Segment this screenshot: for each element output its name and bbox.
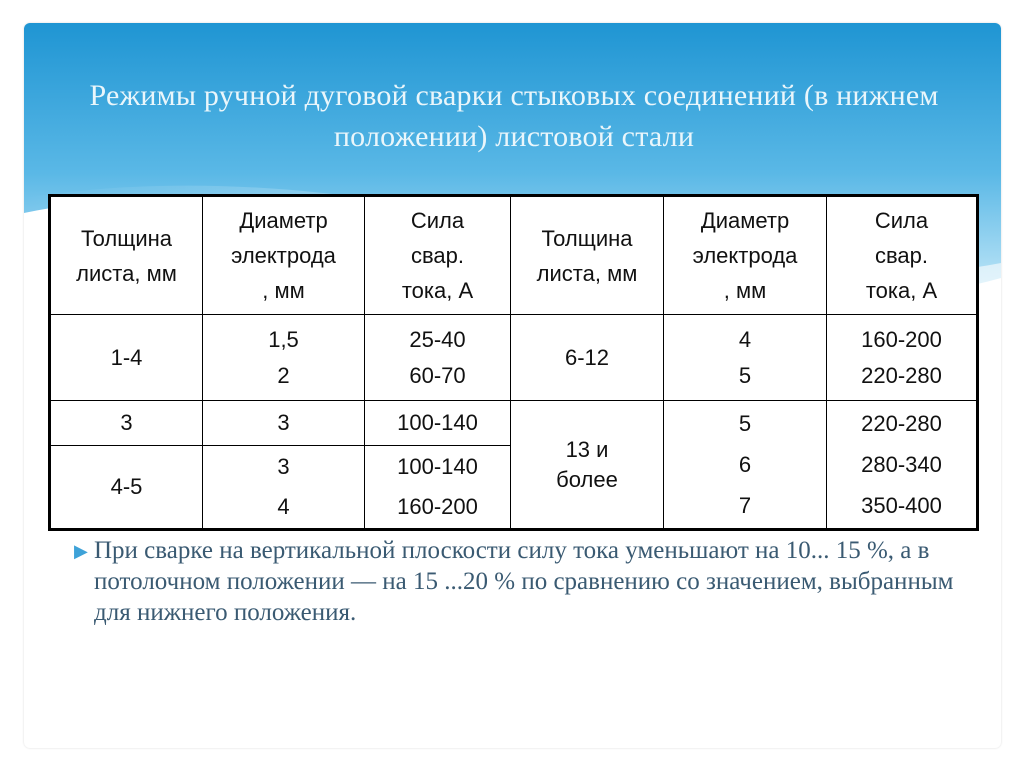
header-diameter-left: Диаметр электрода , мм (203, 196, 365, 315)
note-paragraph (74, 535, 974, 628)
current-cell: 100-140 160-200 (365, 446, 511, 530)
header-thickness-left: Толщина листа, мм (50, 196, 203, 315)
thickness-cell: 4-5 (50, 446, 203, 530)
header-current-right: Сила свар. тока, А (827, 196, 978, 315)
welding-modes-table (48, 194, 979, 531)
current-cell: 25-40 60-70 (365, 315, 511, 401)
thickness-cell: 6-12 (511, 315, 664, 401)
diameter-cell: 3 (203, 401, 365, 446)
slide-title: Режимы ручной дуговой сварки стыковых соединений (в нижнем положении) листовой стали (89, 79, 939, 153)
current-cell: 220-280 280-340 350-400 (827, 401, 978, 530)
header-thickness-right: Толщина листа, мм (511, 196, 664, 315)
slide (24, 23, 1001, 748)
header-diameter-right: Диаметр электрода , мм (664, 196, 827, 315)
thickness-cell: 13 и более (511, 401, 664, 530)
note-text: При сварке на вертикальной плоскости силу тока уменьшают на 10... 15 %, а в потолочном положении — на 15 ...20 % по сравнению со значением, выбранным для нижнего положения. (94, 537, 954, 626)
diameter-cell: 1,5 2 (203, 315, 365, 401)
diameter-cell: 4 5 (664, 315, 827, 401)
thickness-cell: 1-4 (50, 315, 203, 401)
header-current-left: Сила свар. тока, А (365, 196, 511, 315)
thickness-cell: 3 (50, 401, 203, 446)
diameter-cell: 5 6 7 (664, 401, 827, 530)
current-cell: 100-140 (365, 401, 511, 446)
table-row (50, 401, 978, 446)
bullet-arrow-icon: ▶ (74, 541, 88, 561)
table-header-row (50, 196, 978, 315)
table-row (50, 315, 978, 401)
diameter-cell: 3 4 (203, 446, 365, 530)
current-cell: 160-200 220-280 (827, 315, 978, 401)
